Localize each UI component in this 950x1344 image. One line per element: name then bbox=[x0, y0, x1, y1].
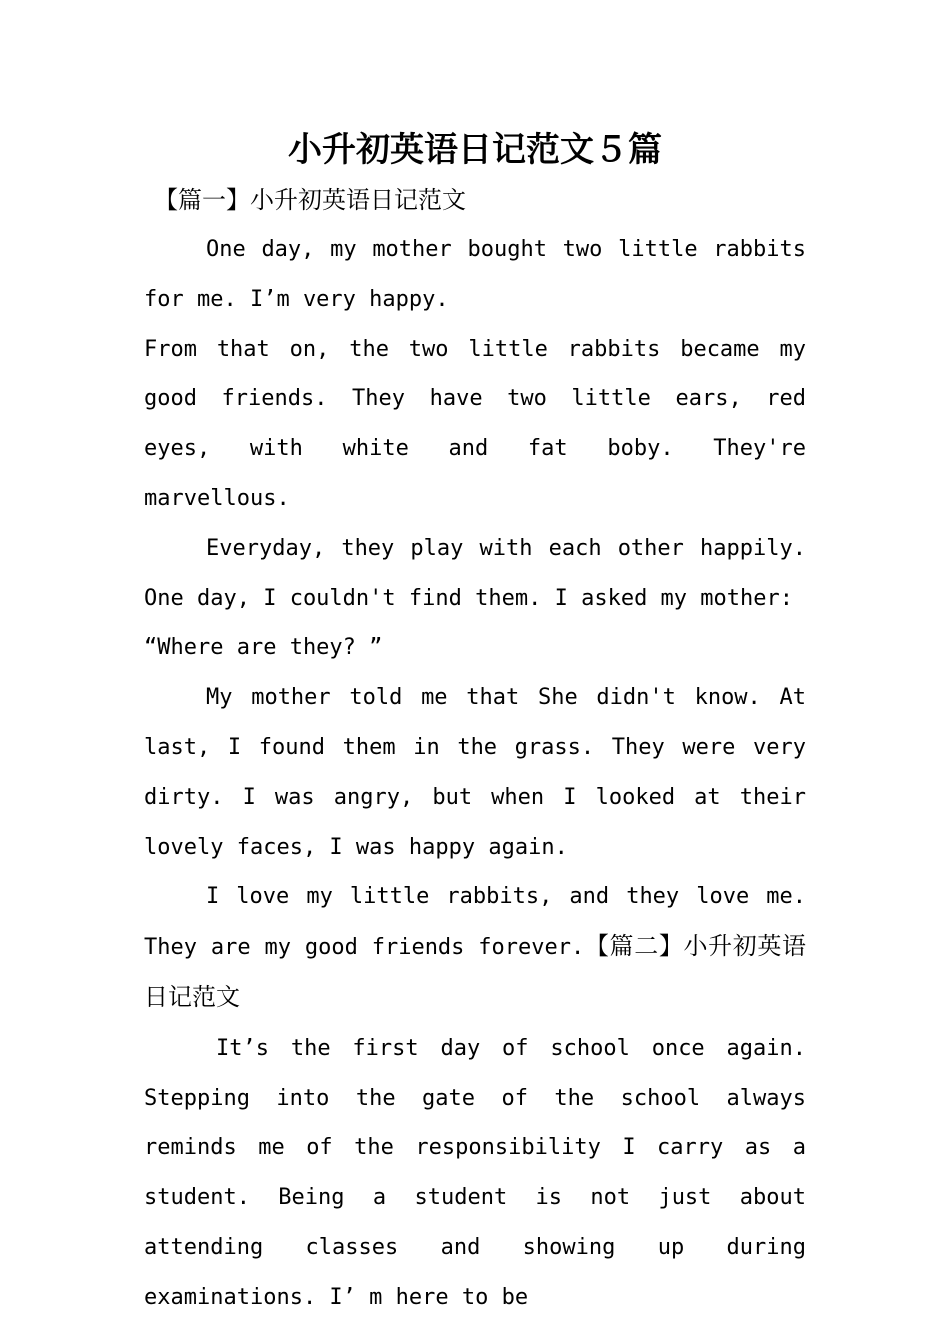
paragraph-3: Everyday, they play with each other happily. One day, I couldn't find them. I asked my mother: bbox=[144, 535, 806, 611]
paragraph-5 bbox=[144, 872, 806, 1023]
paragraph-4: My mother told me that She didn't know. At last, I found them in the grass. They were very dirty. I was angry, but when I looked at their lovely faces, I was happy again. bbox=[144, 685, 806, 860]
paragraph-6: It’s the first day of school once again. Stepping into the gate of the school always reminds me of the responsibility I carry as a student. Being a student is not just about attending classes and showing up during examinations. I’ m here to be bbox=[144, 1035, 806, 1310]
paragraph-3-quote: “Where are they? ” bbox=[144, 635, 383, 661]
paragraph-5-text: I love my little rabbits, and they love me. They are my good friends forever. bbox=[144, 884, 806, 961]
page-title: 小升初英语日记范文５篇 bbox=[288, 130, 662, 170]
paragraph-2: From that on, the two little rabbits became my good friends. They have two little ears, red eyes, with white and fat boby. They're marvellous. bbox=[144, 336, 806, 511]
document-body bbox=[144, 225, 806, 1323]
paragraph-1: One day, my mother bought two little rabbits for me. I’m very happy. bbox=[144, 237, 806, 312]
section-1-heading: 【篇一】小升初英语日记范文 bbox=[154, 186, 466, 214]
section-2-heading: 【篇二】小升初英语日记范文 bbox=[144, 932, 807, 1011]
